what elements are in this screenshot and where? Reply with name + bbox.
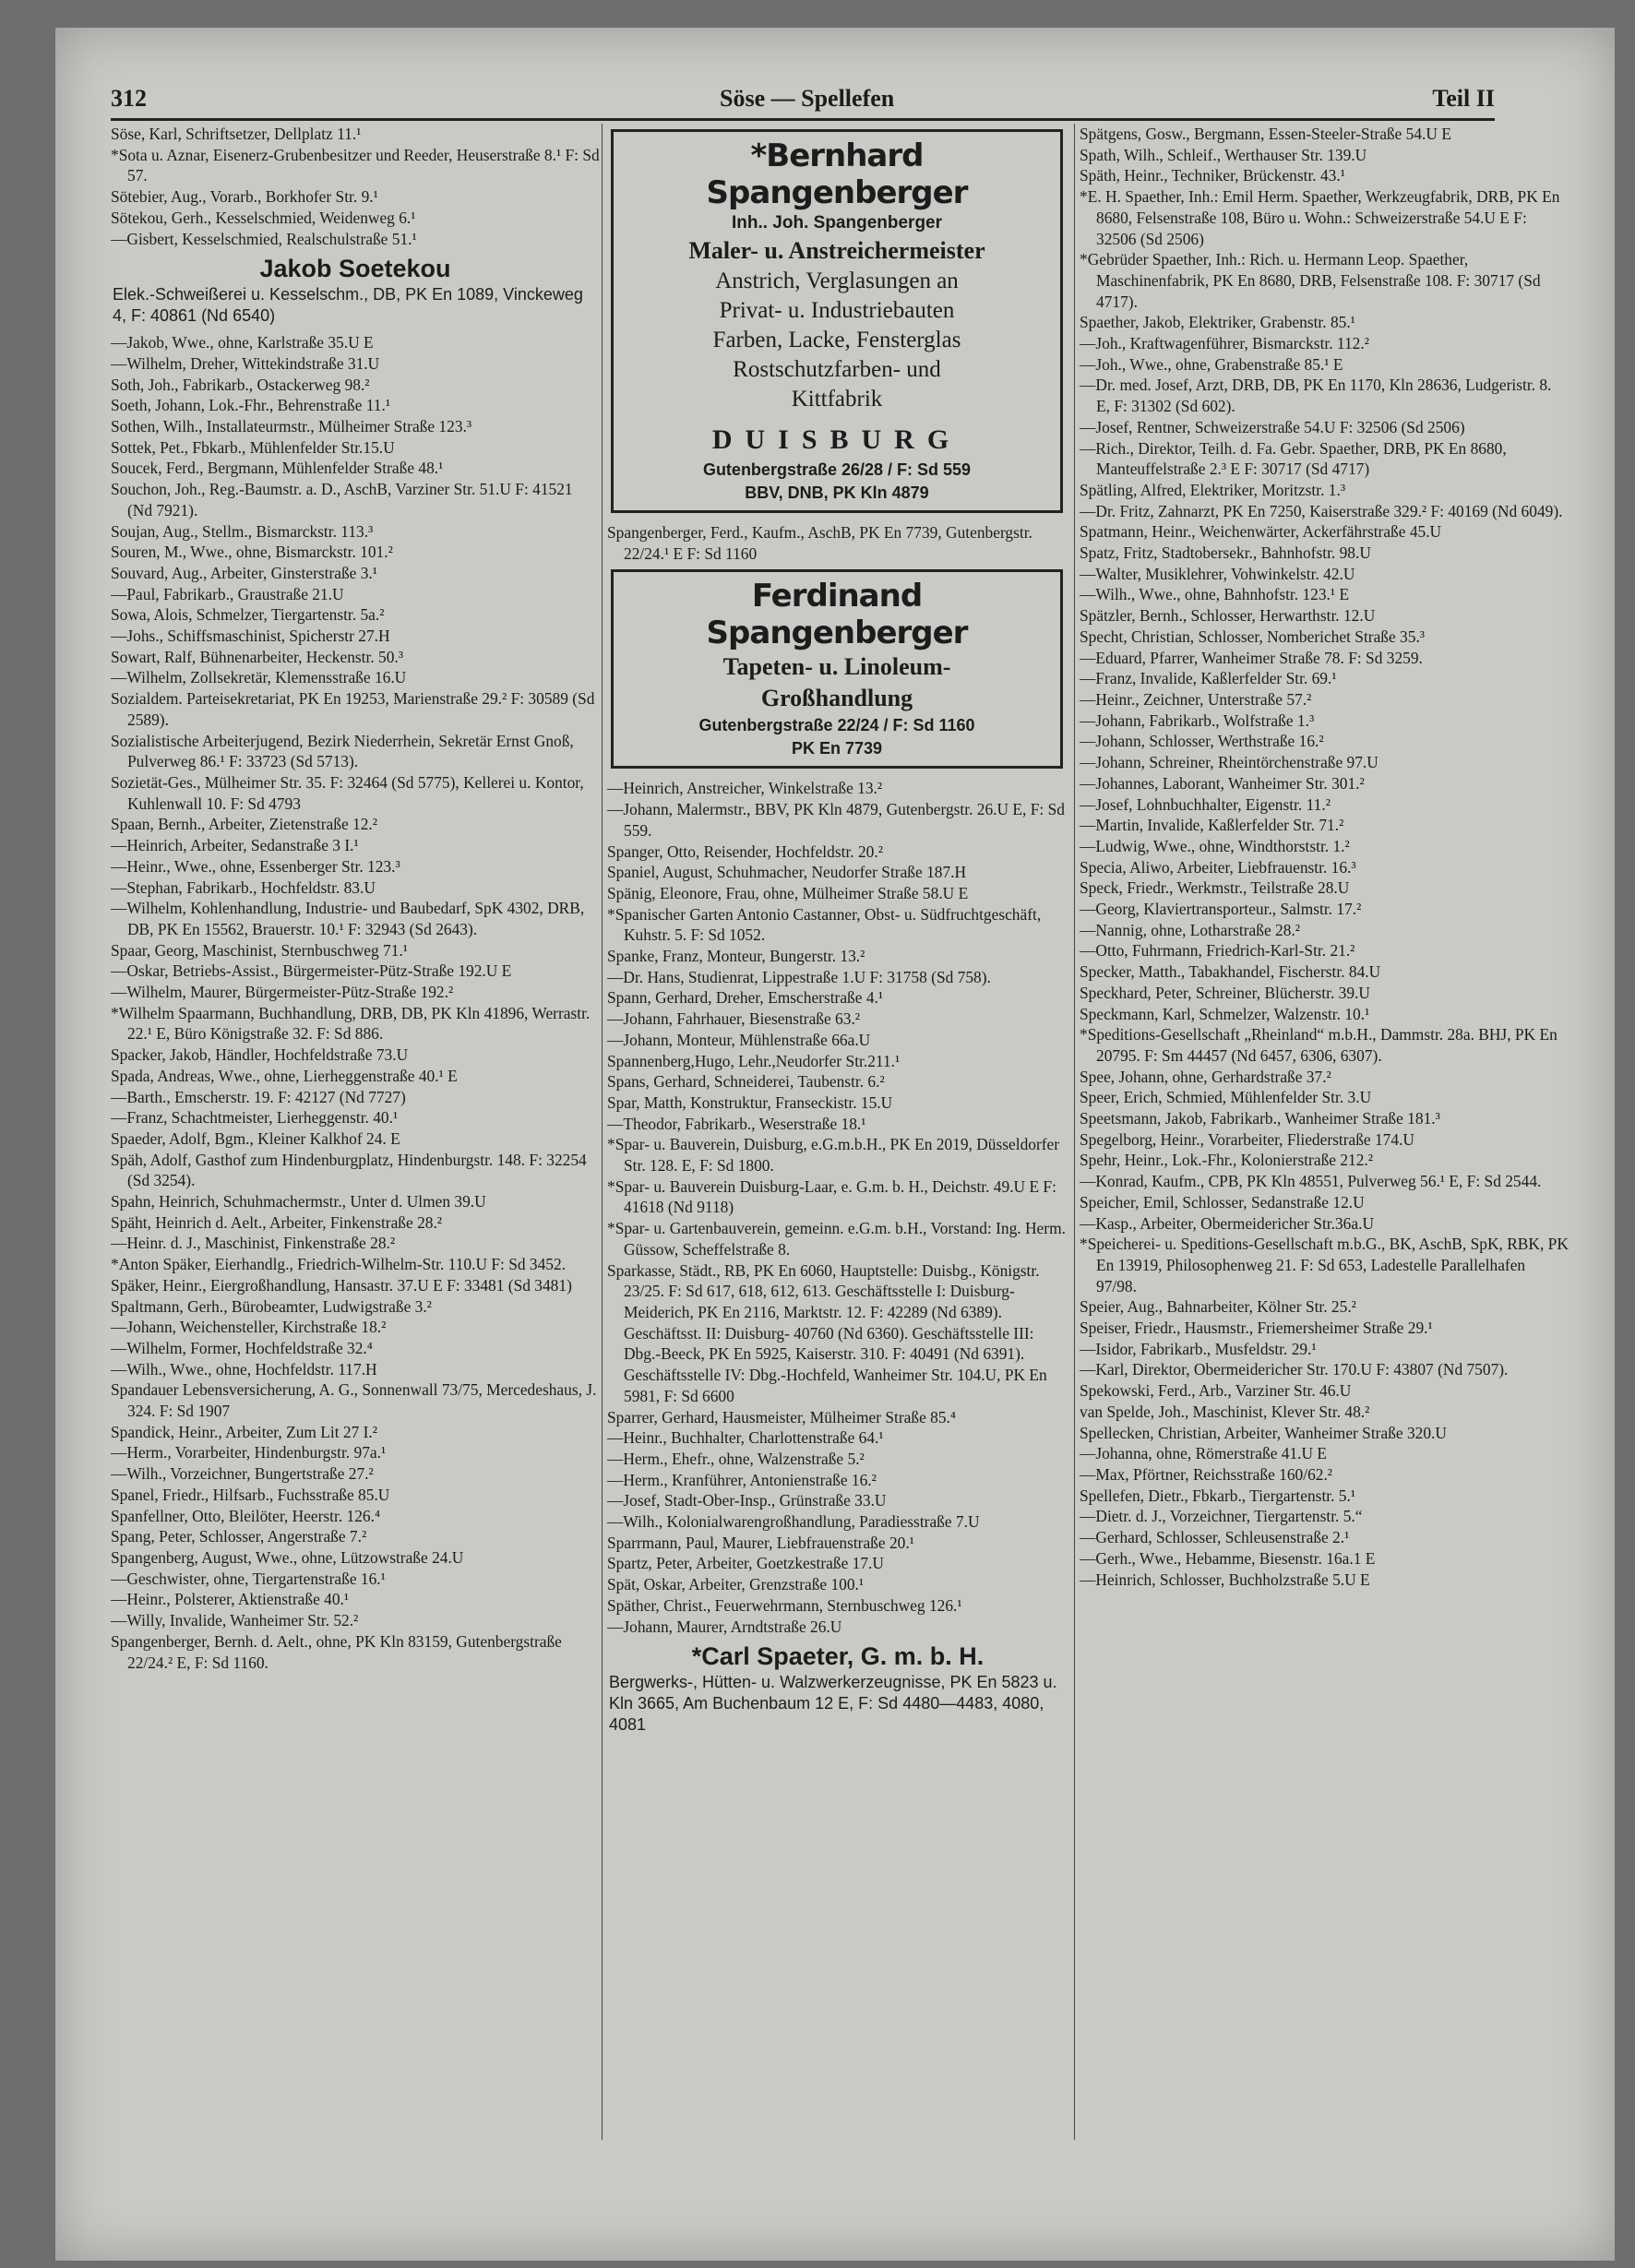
directory-entry: Speckhard, Peter, Schreiner, Blücherstr. 39.U [1080, 983, 1370, 1002]
directory-entry: *Spar- u. Bauverein Duisburg-Laar, e. G.m. b. H., Deichstr. 49.U E F: 41618 (Nd 9118) [607, 1176, 1056, 1217]
advert-trade: Tapeten- u. Linoleum- [722, 653, 951, 681]
directory-entry: Speckmann, Karl, Schmelzer, Walzenstr. 10.¹ [1080, 1004, 1370, 1023]
advert-name: *Carl Spaeter, G. m. b. H. [691, 1642, 985, 1671]
directory-entry: —Barth., Emscherstr. 19. F: 42127 (Nd 7727) [111, 1087, 406, 1106]
directory-entry: Spee, Johann, ohne, Gerhardstraße 37.² [1080, 1067, 1331, 1086]
directory-entry: —Johann, Fabrikarb., Wolfstraße 1.³ [1080, 710, 1315, 730]
advert-line: Rostschutzfarben- und [733, 357, 941, 382]
directory-entry: *Speditions-Gesellschaft „Rheinland“ m.b.H., Dammstr. 28a. BHJ, PK En 20795. F: Sm 44457 (Nd 6457, 6306, 6307). [1080, 1025, 1557, 1065]
directory-entry: —Wilh., Vorzeichner, Bungertstraße 27.² [111, 1464, 374, 1484]
directory-entry: —Eduard, Pfarrer, Wanheimer Straße 78. F: Sd 3259. [1080, 648, 1423, 667]
directory-entry: Spatz, Fritz, Stadtobersekr., Bahnhofstr. 98.U [1080, 543, 1371, 563]
directory-entry: Spahn, Heinrich, Schuhmachermstr., Unter d. Ulmen 39.U [111, 1192, 486, 1212]
advert-description: Bergwerks-, Hütten- u. Walzwerkerzeugnisse, PK En 5823 u. Kln 3665, Am Buchenbaum 12 E, F: Sd 4480—4483, 4080, 4081 [609, 1673, 1057, 1735]
directory-entry: Spans, Gerhard, Schneiderei, Taubenstr. 6.² [607, 1072, 885, 1092]
advert-line: Kittfabrik [791, 387, 883, 412]
directory-entry: —Heinr., Polsterer, Aktienstraße 40.¹ [111, 1590, 350, 1609]
directory-entry: —Karl, Direktor, Obermeidericher Str. 170.U F: 43807 (Nd 7507). [1080, 1360, 1509, 1379]
directory-entry: —Walter, Musiklehrer, Vohwinkelstr. 42.U [1080, 564, 1355, 583]
directory-entry: —Johann, Malermstr., BBV, PK Kln 4879, Gutenbergstr. 26.U E, F: Sd 559. [607, 800, 1065, 840]
directory-entry: —Gerhard, Schlosser, Schleusenstraße 2.¹ [1080, 1528, 1350, 1547]
directory-entry: —Johann, Schreiner, Rheintörchenstraße 97.U [1080, 753, 1378, 772]
directory-entry: —Heinrich, Anstreicher, Winkelstraße 13.² [607, 779, 883, 798]
directory-entry: *Speicherei- u. Speditions-Gesellschaft m.b.G., BK, AschB, SpK, RBK, PK En 13919, Philosophenweg 21. F: Sd 653, Ladestelle Parallelhafen 97/98. [1080, 1235, 1569, 1295]
directory-entry: —Martin, Invalide, Kaßlerfelder Str. 71.² [1080, 816, 1344, 835]
directory-entry: —Johann, Monteur, Mühlenstraße 66a.U [607, 1030, 871, 1049]
directory-entry: —Heinr., Buchhalter, Charlottenstraße 64.¹ [607, 1428, 884, 1448]
directory-entry: —Heinr. d. J., Maschinist, Finkenstraße 28.² [111, 1234, 396, 1253]
directory-entry: —Nannig, ohne, Lotharstraße 28.² [1080, 920, 1300, 939]
directory-entry: —Heinrich, Schlosser, Buchholzstraße 5.U E [1080, 1570, 1370, 1589]
directory-entry: Söse, Karl, Schriftsetzer, Dellplatz 11.¹ [111, 125, 362, 143]
advert-name: Ferdinand Spangenberger [706, 578, 968, 652]
directory-entry: Spanke, Franz, Monteur, Bungerstr. 13.² [607, 947, 865, 966]
directory-entry: Spaether, Jakob, Elektriker, Grabenstr. 85.¹ [1080, 313, 1355, 332]
directory-entry: Spandauer Lebensversicherung, A. G., Sonnenwall 73/75, Mercedeshaus, J. 324. F: Sd 1907 [111, 1380, 597, 1421]
directory-entry: —Herm., Kranführer, Antonienstraße 16.² [607, 1470, 877, 1489]
advert-description: Elek.-Schweißerei u. Kesselschm., DB, PK En 1089, Vinckeweg 4, F: 40861 (Nd 6540) [113, 285, 583, 326]
directory-entry: —Wilhelm, Kohlenhandlung, Industrie- und Baubedarf, SpK 4302, DRB, DB, PK En 15562, Brauerstr. 10.¹ F: 32943 (Sd 2643). [111, 899, 585, 938]
directory-entry: —Josef, Stadt-Ober-Insp., Grünstraße 33.U [607, 1491, 887, 1510]
part-label: Teil II [1432, 85, 1495, 112]
directory-entry: Soujan, Aug., Stellm., Bismarckstr. 113.³ [111, 521, 374, 541]
directory-entry: —Joh., Kraftwagenführer, Bismarckstr. 112.² [1080, 334, 1369, 353]
entry-group [607, 778, 1068, 1637]
page-number: 312 [111, 85, 147, 112]
directory-entry: —Willy, Invalide, Wanheimer Str. 52.² [111, 1611, 359, 1630]
directory-entry: Spann, Gerhard, Dreher, Emscherstraße 4.¹ [607, 988, 884, 1008]
directory-entry: Soth, Joh., Fabrikarb., Ostackerweg 98.² [111, 375, 370, 394]
directory-entry: —Dr. med. Josef, Arzt, DRB, DB, PK En 1170, Kln 28636, Ludgeristr. 8. E, F: 31302 (Sd 602). [1080, 376, 1552, 416]
directory-entry: Soucek, Ferd., Bergmann, Mühlenfelder Straße 48.¹ [111, 459, 444, 478]
directory-entry: Spätling, Alfred, Elektriker, Moritzstr. 1.³ [1080, 480, 1346, 499]
directory-entry: Spangenberger, Bernh. d. Aelt., ohne, PK Kln 83159, Gutenbergstraße 22/24.² E, F: Sd 1160. [111, 1631, 562, 1672]
advert-ferdinand-spangenberger [611, 569, 1063, 769]
directory-entry: Spaeder, Adolf, Bgm., Kleiner Kalkhof 24. E [111, 1128, 400, 1148]
directory-entry: —Otto, Fuhrmann, Friedrich-Karl-Str. 21.² [1080, 941, 1355, 961]
directory-entry: —Wilhelm, Zollsekretär, Klemensstraße 16.U [111, 668, 407, 687]
page-range: Söse — Spellefen [720, 85, 895, 112]
directory-entry: *Anton Späker, Eierhandlg., Friedrich-Wilhelm-Str. 110.U F: Sd 3452. [111, 1255, 567, 1274]
directory-entry: *Wilhelm Spaarmann, Buchhandlung, DRB, DB, PK Kln 41896, Werrastr. 22.¹ E, Büro Königstraße 32. F: Sd 886. [111, 1003, 591, 1044]
directory-entry: —Franz, Invalide, Kaßlerfelder Str. 69.¹ [1080, 669, 1337, 688]
directory-entry: Späht, Heinrich d. Aelt., Arbeiter, Finkenstraße 28.² [111, 1212, 443, 1232]
directory-entry: —Wilhelm, Maurer, Bürgermeister-Pütz-Straße 192.² [111, 983, 454, 1002]
advert-line: Anstrich, Verglasungen an [715, 269, 959, 293]
directory-entry: —Georg, Klaviertransporteur., Salmstr. 17.² [1080, 900, 1362, 919]
directory-entry: —Wilh., Wwe., ohne, Bahnhofstr. 123.¹ E [1080, 585, 1350, 604]
header-rule [111, 118, 1495, 121]
directory-entry: —Ludwig, Wwe., ohne, Windthorststr. 1.² [1080, 836, 1350, 855]
directory-entry: —Johanna, ohne, Römerstraße 41.U E [1080, 1444, 1328, 1463]
directory-entry: Speicher, Emil, Schlosser, Sedanstraße 12.U [1080, 1192, 1365, 1212]
directory-entry: Speier, Aug., Bahnarbeiter, Kölner Str. 25.² [1080, 1297, 1356, 1317]
directory-entry: —Paul, Fabrikarb., Graustraße 21.U [111, 584, 344, 603]
directory-entry: Speck, Friedr., Werkmstr., Teilstraße 28.U [1080, 878, 1350, 898]
directory-entry: Souchon, Joh., Reg.-Baumstr. a. D., AschB, Varziner Str. 51.U F: 41521 (Nd 7921). [111, 480, 573, 519]
advert-bernhard-spangenberger [611, 129, 1063, 513]
directory-entry: Spaan, Bernh., Arbeiter, Zietenstraße 12.² [111, 815, 377, 834]
directory-entry: —Heinr., Zeichner, Unterstraße 57.² [1080, 689, 1312, 709]
directory-entry: Spangenberger, Ferd., Kaufm., AschB, PK En 7739, Gutenbergstr. 22/24.¹ E F: Sd 1160 [607, 523, 1032, 563]
directory-entry: Spätgens, Gosw., Bergmann, Essen-Steeler-Straße 54.U E [1080, 125, 1451, 143]
directory-entry: Spaar, Georg, Maschinist, Sternbuschweg 71.¹ [111, 940, 409, 960]
directory-entry: Spang, Peter, Schlosser, Angerstraße 7.² [111, 1527, 367, 1546]
advert-name: *Bernhard Spangenberger [706, 137, 968, 211]
directory-entry: —Dr. Hans, Studienrat, Lippestraße 1.U F: 31758 (Sd 758). [607, 967, 991, 986]
directory-entry: —Gerh., Wwe., Hebamme, Biesenstr. 16a.1 E [1080, 1548, 1376, 1568]
directory-entry: Spätzler, Bernh., Schlosser, Herwarthstr. 12.U [1080, 606, 1376, 626]
directory-entry: Spehr, Heinr., Lok.-Fhr., Kolonierstraße 212.² [1080, 1151, 1373, 1170]
directory-entry: —Johann, Fahrhauer, Biesenstraße 63.² [607, 1009, 861, 1029]
directory-entry: Sötebier, Aug., Vorarb., Borkhofer Str. 9.¹ [111, 187, 378, 207]
column-divider [1074, 124, 1075, 2140]
directory-entry: —Jakob, Wwe., ohne, Karlstraße 35.U E [111, 333, 374, 352]
directory-entry: —Konrad, Kaufm., CPB, PK Kln 48551, Pulverweg 56.¹ E, F: Sd 2544. [1080, 1172, 1542, 1191]
advert-carl-spaeter [607, 1641, 1068, 1736]
directory-entry: Speetsmann, Jakob, Fabrikarb., Wanheimer Straße 181.³ [1080, 1109, 1440, 1128]
directory-entry: Spar, Matth, Konstruktur, Franseckistr. 15.U [607, 1092, 893, 1112]
advert-jakob-soetekou [111, 253, 600, 327]
directory-entry: Spegelborg, Heinr., Vorarbeiter, Fliederstraße 174.U [1080, 1129, 1414, 1149]
column-middle [607, 124, 1068, 2140]
directory-entry: —Dr. Fritz, Zahnarzt, PK En 7250, Kaiserstraße 329.² F: 40169 (Nd 6049). [1080, 501, 1563, 520]
directory-entry: —Johann, Schlosser, Werthstraße 16.² [1080, 732, 1324, 751]
directory-entry: —Oskar, Betriebs-Assist., Bürgermeister-Pütz-Straße 192.U E [111, 961, 512, 981]
advert-accounts: BBV, DNB, PK Kln 4879 [745, 483, 929, 502]
directory-entry: Spangenberg, August, Wwe., ohne, Lützowstraße 24.U [111, 1548, 464, 1567]
directory-entry: —Wilhelm, Dreher, Wittekindstraße 31.U [111, 353, 380, 373]
directory-entry: —Johann, Maurer, Arndtstraße 26.U [607, 1617, 842, 1636]
page-header [111, 85, 1495, 116]
directory-entry: Speer, Erich, Schmied, Mühlenfelder Str. 3.U [1080, 1088, 1372, 1107]
directory-entry: Spekowski, Ferd., Arb., Varziner Str. 46.U [1080, 1381, 1352, 1401]
directory-entry: —Josef, Rentner, Schweizerstraße 54.U F: 32506 (Sd 2506) [1080, 417, 1465, 436]
directory-entry: Souren, M., Wwe., ohne, Bismarckstr. 101.² [111, 543, 393, 562]
directory-entry: —Kasp., Arbeiter, Obermeidericher Str.36a.U [1080, 1213, 1374, 1233]
directory-entry: Spanel, Friedr., Hilfsarb., Fuchsstraße 85.U [111, 1485, 390, 1504]
advert-trade: Großhandlung [760, 685, 913, 712]
directory-entry: Spath, Wilh., Schleif., Werthauser Str. 139.U [1080, 145, 1367, 164]
directory-entry: —Wilh., Kolonialwarengroßhandlung, Paradiesstraße 7.U [607, 1512, 980, 1532]
directory-entry: Sottek, Pet., Fbkarb., Mühlenfelder Str.15.U [111, 437, 395, 457]
directory-entry: —Heinrich, Arbeiter, Sedanstraße 3 I.¹ [111, 836, 359, 855]
directory-entry: —Johs., Schiffsmaschinist, Spicherstr 27.H [111, 627, 390, 646]
directory-entry: Spanfellner, Otto, Bleilöter, Heerstr. 126.⁴ [111, 1506, 381, 1525]
directory-entry: —Max, Pförtner, Reichsstraße 160/62.² [1080, 1465, 1333, 1484]
directory-entry: Sowart, Ralf, Bühnenarbeiter, Heckenstr. 50.³ [111, 647, 403, 666]
directory-entry: —Wilhelm, Former, Hochfeldstraße 32.⁴ [111, 1338, 373, 1357]
advert-city: DUISBURG [711, 424, 962, 455]
directory-entry: *Spar- u. Gartenbauverein, gemeinn. e.G.m. b.H., Vorstand: Ing. Herm. Güssow, Scheffelstraße 8. [607, 1219, 1066, 1259]
directory-entry: Sozialistische Arbeiterjugend, Bezirk Niederrhein, Sekretär Ernst Gnoß, Pulverweg 86.¹ F: 33723 (Sd 5713). [111, 731, 574, 771]
directory-entry: —Josef, Lohnbuchhalter, Eigenstr. 11.² [1080, 794, 1331, 814]
directory-entry: Spaltmann, Gerh., Bürobeamter, Ludwigstraße 3.² [111, 1296, 432, 1316]
advert-name: Jakob Soetekou [259, 255, 451, 283]
directory-entry: Specht, Christian, Schlosser, Nomberichet Straße 35.³ [1080, 627, 1426, 646]
directory-entry: van Spelde, Joh., Maschinist, Klever Str. 48.² [1080, 1402, 1370, 1421]
directory-entry: Spänig, Eleonore, Frau, ohne, Mülheimer Straße 58.U E [607, 883, 969, 902]
directory-entry: Sowa, Alois, Schmelzer, Tiergartenstr. 5a.² [111, 605, 385, 625]
directory-entry: —Rich., Direktor, Teilh. d. Fa. Gebr. Spaether, DRB, PK En 8680, Manteuffelstraße 2.³ E F: 30717 (Sd 4717) [1080, 438, 1507, 479]
directory-entry: Spada, Andreas, Wwe., ohne, Lierheggenstraße 40.¹ E [111, 1066, 458, 1085]
directory-entry: Sötekou, Gerh., Kesselschmied, Weidenweg 6.¹ [111, 208, 416, 227]
directory-entry: Sothen, Wilh., Installateurmstr., Mülheimer Straße 123.³ [111, 417, 472, 436]
directory-entry: *Sota u. Aznar, Eisenerz-Grubenbesitzer und Reeder, Heuserstraße 8.¹ F: Sd 57. [111, 145, 600, 185]
directory-entry: *Spanischer Garten Antonio Castanner, Obst- u. Südfruchtgeschäft, Kuhstr. 5. F: Sd 1052. [607, 904, 1042, 945]
directory-entry: Spannenberg,Hugo, Lehr.,Neudorfer Str.211.¹ [607, 1051, 901, 1070]
advert-owner: Inh.. Joh. Spangenberger [731, 213, 943, 233]
directory-entry: Spellefen, Dietr., Fbkarb., Tiergartenstr. 5.¹ [1080, 1486, 1356, 1505]
directory-entry: Speiser, Friedr., Hausmstr., Friemersheimer Straße 29.¹ [1080, 1319, 1433, 1338]
directory-entry: Späther, Christ., Feuerwehrmann, Sternbuschweg 126.¹ [607, 1595, 962, 1615]
directory-entry: Spacker, Jakob, Händler, Hochfeldstraße 73.U [111, 1045, 409, 1065]
directory-entry: —Franz, Schachtmeister, Lierheggenstr. 40.¹ [111, 1108, 399, 1128]
directory-entry: Späth, Heinr., Techniker, Brückenstr. 43.¹ [1080, 166, 1345, 185]
directory-entry: Spandick, Heinr., Arbeiter, Zum Lit 27 I.² [111, 1422, 377, 1441]
entry-group [607, 522, 1068, 564]
directory-entry: —Stephan, Fabrikarb., Hochfeldstr. 83.U [111, 877, 376, 897]
advert-address: Gutenbergstraße 26/28 / F: Sd 559 [702, 460, 972, 479]
directory-entry: Specia, Aliwo, Arbeiter, Liebfrauenstr. 16.³ [1080, 857, 1356, 877]
directory-entry: Soeth, Johann, Lok.-Fhr., Behrenstraße 11.¹ [111, 396, 391, 415]
directory-entry: —Theodor, Fabrikarb., Weserstraße 18.¹ [607, 1114, 866, 1133]
directory-entry: Sparrer, Gerhard, Hausmeister, Mülheimer Straße 85.⁴ [607, 1407, 956, 1426]
directory-entry: *E. H. Spaether, Inh.: Emil Herm. Spaether, Werkzeugfabrik, DRB, PK En 8680, Felsenstraße 108, Büro u. Wohn.: Schweizerstraße 54.U E F: 32506 (Sd 2506) [1080, 187, 1560, 248]
directory-entry: Spellecken, Christian, Arbeiter, Wanheimer Straße 320.U [1080, 1423, 1447, 1442]
advert-address: Gutenbergstraße 22/24 / F: Sd 1160 [698, 716, 975, 735]
advert-line: Farben, Lacke, Fensterglas [712, 328, 961, 352]
directory-entry: —Herm., Vorarbeiter, Hindenburgstr. 97a.¹ [111, 1443, 387, 1462]
directory-entry: —Dietr. d. J., Vorzeichner, Tiergartenstr. 5.“ [1080, 1507, 1363, 1526]
directory-entry: Spät, Oskar, Arbeiter, Grenzstraße 100.¹ [607, 1575, 865, 1594]
directory-entry: Späker, Heinr., Eiergroßhandlung, Hansastr. 37.U E F: 33481 (Sd 3481) [111, 1275, 572, 1295]
directory-entry: —Herm., Ehefr., ohne, Walzenstraße 5.² [607, 1449, 865, 1468]
directory-entry: Sozietät-Ges., Mülheimer Str. 35. F: 32464 (Sd 5775), Kellerei u. Kontor, Kuhlenwall 10. F: Sd 4793 [111, 772, 584, 813]
directory-entry: —Joh., Wwe., ohne, Grabenstraße 85.¹ E [1080, 354, 1343, 374]
directory-entry: —Johannes, Laborant, Wanheimer Str. 301.² [1080, 773, 1365, 793]
advert-accounts: PK En 7739 [791, 739, 883, 758]
directory-entry: Spaniel, August, Schuhmacher, Neudorfer Straße 187.H [607, 863, 967, 882]
column-left [111, 124, 600, 2140]
directory-entry: Specker, Matth., Tabakhandel, Fischerstr. 84.U [1080, 962, 1381, 982]
directory-entry: Spartz, Peter, Arbeiter, Goetzkestraße 17.U [607, 1554, 884, 1573]
directory-entry: —Isidor, Fabrikarb., Musfeldstr. 29.¹ [1080, 1339, 1317, 1358]
directory-entry: Souvard, Aug., Arbeiter, Ginsterstraße 3.¹ [111, 563, 377, 582]
directory-entry: Spanger, Otto, Reisender, Hochfeldstr. 20.² [607, 842, 883, 861]
directory-entry: —Geschwister, ohne, Tiergartenstraße 16.¹ [111, 1569, 386, 1588]
advert-line: Privat- u. Industriebauten [719, 298, 955, 323]
column-right [1080, 124, 1569, 2140]
directory-entry: Sparkasse, Städt., RB, PK En 6060, Hauptstelle: Duisbg., Königstr. 23/25. F: Sd 617, 618, 612, 613. Geschäftsstelle I: Duisburg-Meiderich, PK En 2116, Marktstr. 12. F: 42289 (Nd 6389). Geschäftsst. II: Duisburg- 40760 (Nd 6360). Geschäftsstelle III: Dbg.-Beeck, PK En 5925, Kaiserstr. 310. F: 40491 (Nd 6391). Geschäftsstelle IV: Dbg.-Hochfeld, Wanheimer Str. 104.U, PK En 5981, F: Sd 6600 [607, 1260, 1047, 1405]
directory-entry: Sozialdem. Parteisekretariat, PK En 19253, Marienstraße 29.² F: 30589 (Sd 2589). [111, 689, 595, 729]
directory-entry: *Spar- u. Bauverein, Duisburg, e.G.m.b.H., PK En 2019, Düsseldorfer Str. 128. E, F: Sd 1800. [607, 1135, 1060, 1176]
column-divider [602, 124, 603, 2140]
advert-trade: Maler- u. Anstreichermeister [688, 237, 985, 264]
directory-entry: —Johann, Weichensteller, Kirchstraße 18.² [111, 1318, 387, 1337]
directory-entry: Späh, Adolf, Gasthof zum Hindenburgplatz, Hindenburgstr. 148. F: 32254 (Sd 3254). [111, 1150, 587, 1190]
directory-entry: —Wilh., Wwe., ohne, Hochfeldstr. 117.H [111, 1359, 377, 1379]
directory-entry: —Gisbert, Kesselschmied, Realschulstraße 51.¹ [111, 229, 417, 248]
directory-entry: *Gebrüder Spaether, Inh.: Rich. u. Hermann Leop. Spaether, Maschinenfabrik, PK En 8680, DRB, Felsenstraße 108. F: 30717 (Sd 4717). [1080, 250, 1541, 311]
directory-entry: Spatmann, Heinr., Weichenwärter, Ackerfährstraße 45.U [1080, 522, 1442, 542]
directory-entry: Sparrmann, Paul, Maurer, Liebfrauenstraße 20.¹ [607, 1533, 914, 1552]
directory-entry: —Heinr., Wwe., ohne, Essenberger Str. 123.³ [111, 856, 400, 876]
